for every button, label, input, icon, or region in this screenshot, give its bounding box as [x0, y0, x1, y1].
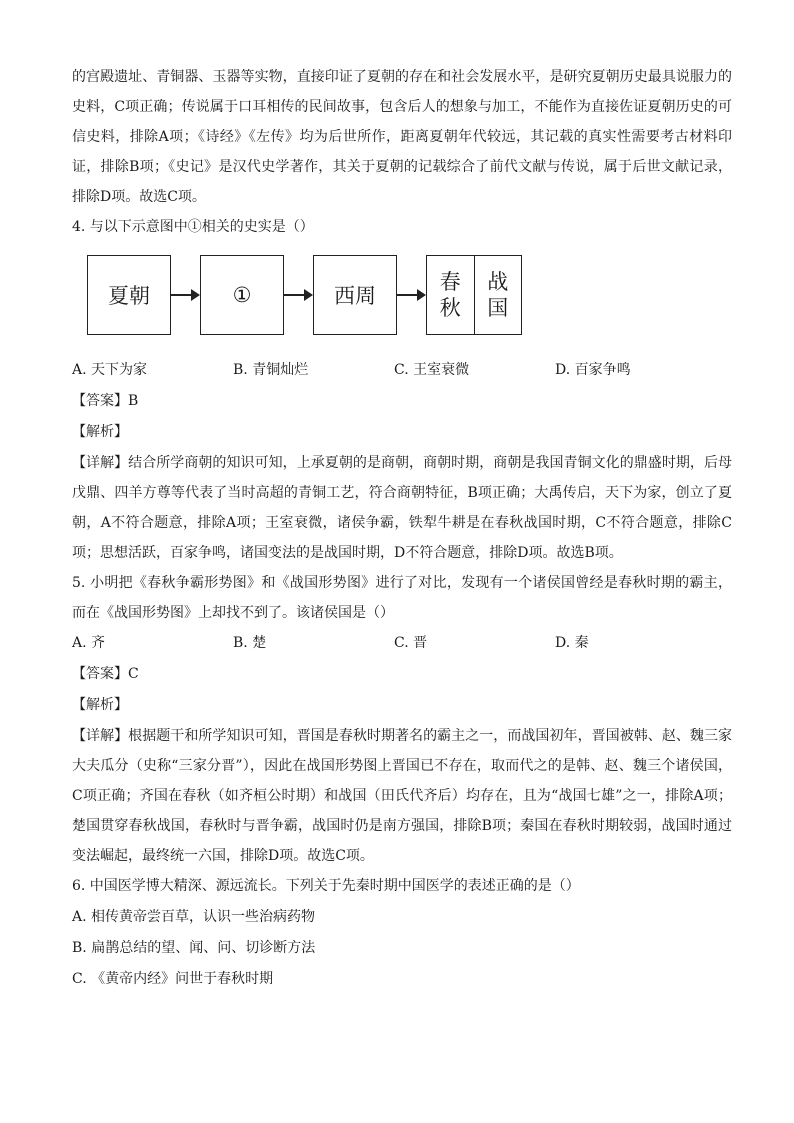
- diagram-char: 秋: [439, 296, 461, 320]
- diagram-box-blank: ①: [200, 255, 284, 335]
- diagram-warring-states: [474, 256, 522, 334]
- q4-answer: 【答案】B: [72, 393, 139, 409]
- option-a: A. 天下为家: [72, 362, 148, 378]
- q3-analysis-continuation: 的宫殿遗址、青铜器、玉器等实物，直接印证了夏朝的存在和社会发展水平，是研究夏朝历史最具说服力的史料，C项正确；传说属于口耳相传的民间故事，包含后人的想象与加工，不能作为直接佐证夏朝历史的可信史料，排除A项；《诗经》《左传》均为后世所作，距离夏朝年代较远，其记载的真实性需要考古材料印证，排除B项；《史记》是汉代史学著作，其关于夏朝的记载综合了前代文献与传说，属于后世文献记录，排除D项。故选C项。: [72, 69, 732, 205]
- q6-stem: 6. 中国医学博大精深、源远流长。下列关于先秦时期中国医学的表述正确的是（）: [72, 878, 580, 894]
- q4-options: [72, 355, 732, 386]
- diagram-spring-autumn: [427, 256, 474, 334]
- q6-option-b: B. 扁鹊总结的望、闻、问、切诊断方法: [72, 940, 316, 956]
- option-d: D. 百家争鸣: [555, 362, 631, 378]
- q5-options: [72, 628, 732, 659]
- option-b: B. 楚: [233, 635, 267, 651]
- document-page: [72, 62, 732, 995]
- diagram-char: 春: [439, 270, 461, 294]
- option-a: A. 齐: [72, 635, 106, 651]
- diagram-box-xia: 夏朝: [87, 255, 171, 335]
- q5-analysis-label: 【解析】: [72, 697, 128, 713]
- q4-dynasty-diagram: [87, 251, 732, 351]
- q4-detail: 【详解】结合所学商朝的知识可知，上承夏朝的是商朝，商朝时期，商朝是我国青铜文化的鼎盛时期，后母戊鼎、四羊方尊等代表了当时高超的青铜工艺，符合商朝特征，B项正确；大禹传启，天下为家，创立了夏朝，A不符合题意，排除A项；王室衰微，诸侯争霸，铁犁牛耕是在春秋战国时期，C不符合题意，排除C项；思想活跃，百家争鸣，诸国变法的是战国时期，D不符合题意，排除D项。故选B项。: [72, 455, 732, 561]
- diagram-char: 战: [487, 270, 509, 294]
- arrow-icon: [397, 294, 419, 296]
- diagram-char: 国: [487, 296, 509, 320]
- option-c: C. 晋: [394, 635, 428, 651]
- option-b: B. 青铜灿烂: [233, 362, 309, 378]
- arrow-icon: [171, 294, 193, 296]
- q5-answer: 【答案】C: [72, 666, 139, 682]
- q5-detail: 【详解】根据题干和所学知识可知，晋国是春秋时期著名的霸主之一，而战国初年，晋国被韩、赵、魏三家大夫瓜分（史称“三家分晋”），因此在战国形势图上晋国已不存在，取而代之的是韩、赵、魏三个诸侯国，C项正确；齐国在春秋（如齐桓公时期）和战国（田氏代齐后）均存在，且为“战国七雄”之一，排除A项；楚国贯穿春秋战国，春秋时与晋争霸，战国时仍是南方强国，排除B项；秦国在春秋时期较弱，战国时通过变法崛起，最终统一六国，排除D项。故选C项。: [72, 728, 732, 864]
- q5-stem: 5. 小明把《春秋争霸形势图》和《战国形势图》进行了对比，发现有一个诸侯国曾经是春秋时期的霸主，而在《战国形势图》上却找不到了。该诸侯国是（）: [72, 575, 732, 621]
- diagram-box-spring-autumn-warring-states: [426, 255, 522, 335]
- option-d: D. 秦: [555, 635, 589, 651]
- q6-option-c: C. 《黄帝内经》问世于春秋时期: [72, 971, 274, 987]
- diagram-box-western-zhou: 西周: [313, 255, 397, 335]
- q4-analysis-label: 【解析】: [72, 424, 128, 440]
- option-c: C. 王室衰微: [394, 362, 470, 378]
- q4-stem: 4. 与以下示意图中①相关的史实是（）: [72, 219, 314, 235]
- arrow-icon: [284, 294, 306, 296]
- q6-option-a: A. 相传黄帝尝百草，认识一些治病药物: [72, 909, 316, 925]
